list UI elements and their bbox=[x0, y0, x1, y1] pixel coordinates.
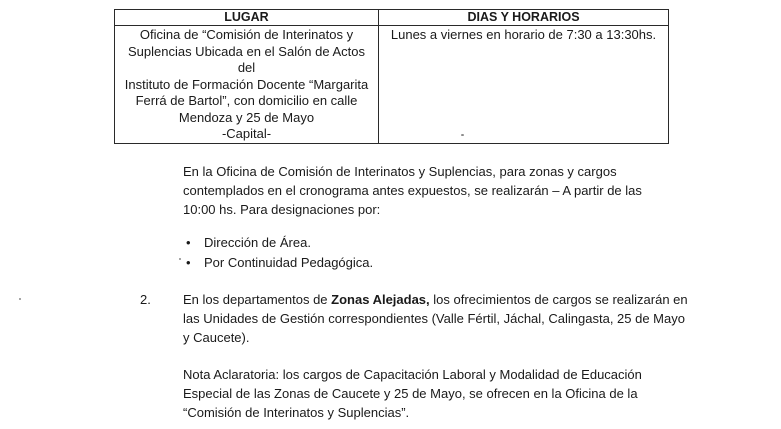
lugar-line: Suplencias Ubicada en el Salón de Actos del bbox=[127, 43, 366, 75]
scan-speck bbox=[19, 298, 21, 300]
nota-aclaratoria-paragraph bbox=[183, 365, 642, 422]
item2-line1-pre: En los departamentos de bbox=[183, 292, 332, 307]
nota-line: “Comisión de Interinatos y Suplencias”. bbox=[183, 405, 410, 420]
nota-line: Nota Aclaratoria: los cargos de Capacitación Laboral y Modalidad de Educación bbox=[183, 367, 642, 382]
scan-speck bbox=[179, 258, 181, 260]
header-lugar: LUGAR bbox=[115, 10, 379, 26]
zonas-alejadas-bold: Zonas Alejadas, bbox=[331, 292, 430, 307]
list-item: • Dirección de Área. bbox=[183, 233, 373, 253]
item2-line: las Unidades de Gestión correspondientes (Valle Fértil, Jáchal, Calingasta, 25 de Mayo bbox=[183, 311, 685, 326]
designation-bullet-list bbox=[183, 233, 373, 272]
item2-line: y Caucete). bbox=[183, 330, 250, 345]
item2-line bbox=[183, 290, 688, 309]
list-item: • Por Continuidad Pedagógica. bbox=[183, 253, 373, 273]
intro-line: En la Oficina de Comisión de Interinatos y Suplencias, para zonas y cargos bbox=[183, 164, 617, 179]
intro-line: 10:00 hs. Para designaciones por: bbox=[183, 202, 381, 217]
table-row bbox=[115, 26, 669, 144]
horario-cell: Lunes a viernes en horario de 7:30 a 13:30hs. bbox=[379, 26, 669, 144]
lugar-line: Oficina de “Comisión de Interinatos y bbox=[139, 27, 354, 42]
item2-line1-post: los ofrecimientos de cargos se realizarán en bbox=[429, 292, 688, 307]
nota-line: Especial de las Zonas de Caucete y 25 de Mayo, se ofrecen en la Oficina de la bbox=[183, 386, 638, 401]
scan-speck bbox=[461, 134, 464, 136]
lugar-line: Ferrá de Bartol”, con domicilio en calle bbox=[135, 93, 358, 108]
table-header-row bbox=[115, 10, 669, 26]
lugar-line: Mendoza y 25 de Mayo bbox=[178, 109, 315, 125]
lugar-cell bbox=[115, 26, 379, 144]
lugar-line: Instituto de Formación Docente “Margarita bbox=[124, 76, 369, 92]
zonas-alejadas-paragraph bbox=[183, 290, 688, 347]
lugar-line: -Capital- bbox=[221, 126, 272, 141]
header-dias-horarios: DIAS Y HORARIOS bbox=[379, 10, 669, 26]
item-number: 2. bbox=[140, 292, 151, 307]
intro-line: contemplados en el cronograma antes expuestos, se realizarán – A partir de las bbox=[183, 183, 642, 198]
intro-paragraph bbox=[183, 162, 642, 219]
schedule-table bbox=[114, 9, 669, 144]
